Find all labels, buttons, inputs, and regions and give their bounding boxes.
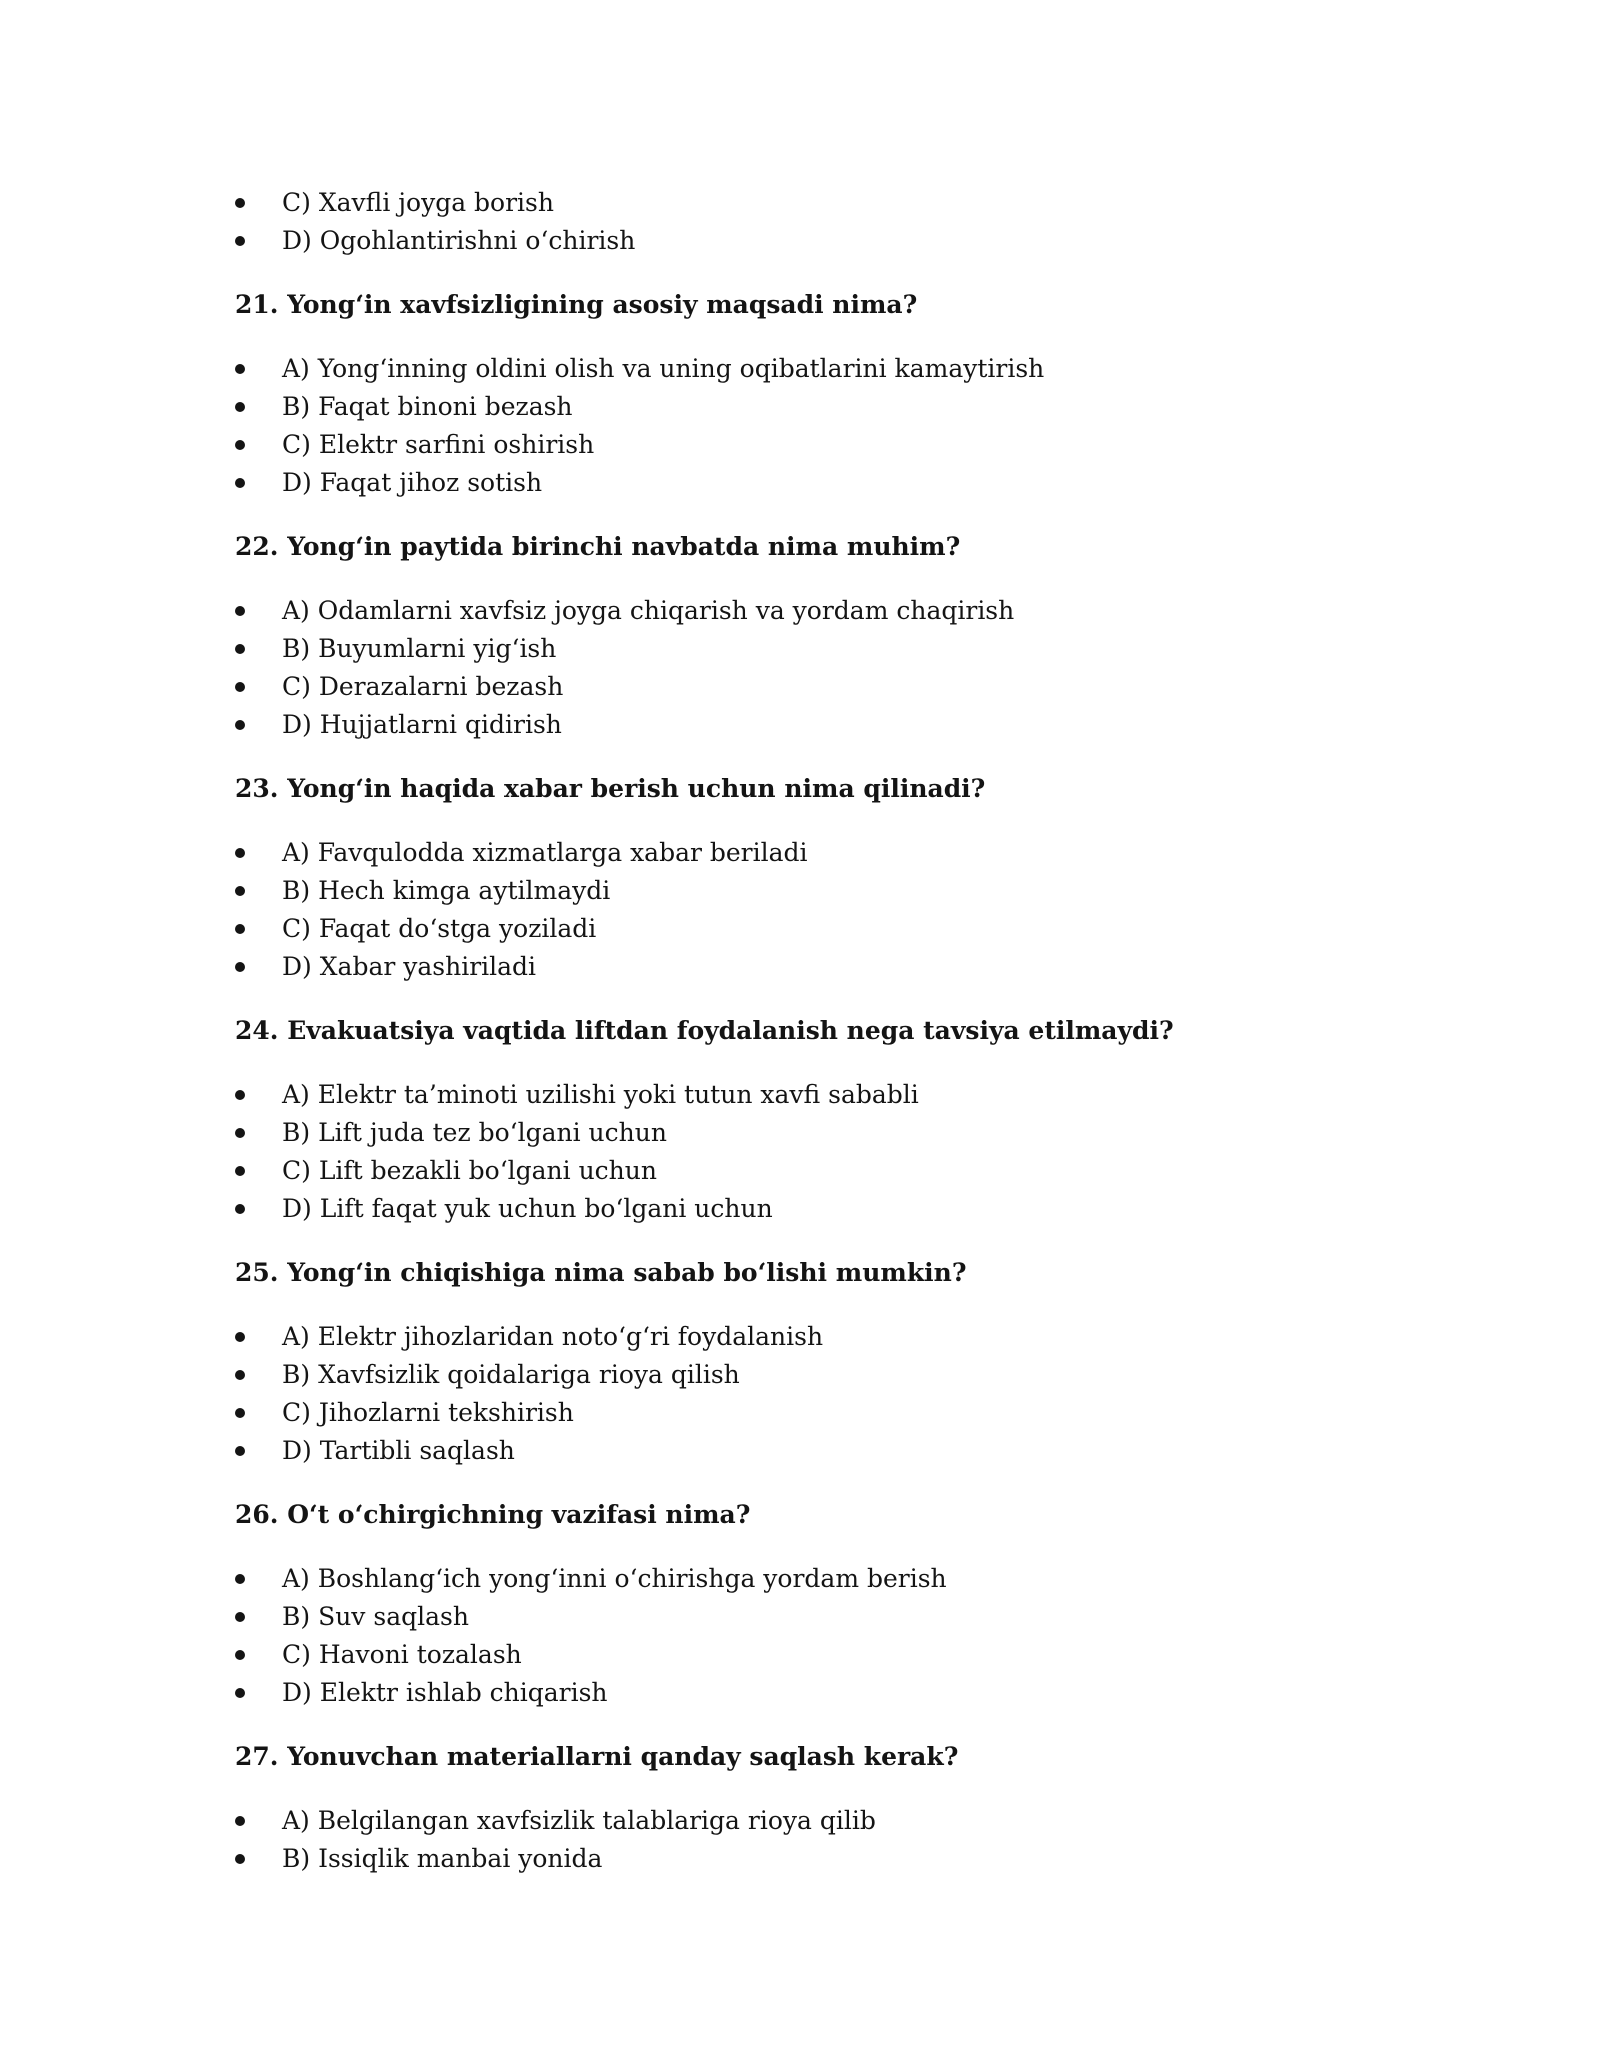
option-item [235,1152,1435,1190]
bullet-icon [235,644,245,654]
option-item [235,1076,1435,1114]
bullet-icon [235,962,245,972]
option-text: A) Belgilangan xavfsizlik talablariga rioya qilib [282,1806,876,1835]
bullet-icon [235,606,245,616]
option-text: A) Odamlarni xavfsiz joyga chiqarish va yordam chaqirish [282,596,1015,625]
option-text: A) Boshlang‘ich yong‘inni o‘chirishga yordam berish [282,1564,947,1593]
bullet-icon [235,1408,245,1418]
option-item [235,834,1435,872]
option-item [235,1802,1435,1840]
option-item [235,1674,1435,1712]
bullet-icon [235,440,245,450]
option-item [235,350,1435,388]
option-text: D) Lift faqat yuk uchun bo‘lgani uchun [282,1194,773,1223]
option-item [235,910,1435,948]
bullet-icon [235,1204,245,1214]
option-text: D) Hujjatlarni qidirish [282,710,562,739]
bullet-icon [235,1816,245,1826]
document-content [235,184,1435,1878]
option-item [235,1356,1435,1394]
question-heading: 24. Evakuatsiya vaqtida liftdan foydalanish nega tavsiya etilmaydi? [235,1016,1174,1045]
continued-options-list [235,184,1435,260]
option-item [235,1636,1435,1674]
option-item [235,948,1435,986]
bullet-icon [235,1090,245,1100]
options-list [235,1318,1435,1470]
option-text: A) Favqulodda xizmatlarga xabar beriladi [282,838,808,867]
bullet-icon [235,1854,245,1864]
bullet-icon [235,720,245,730]
bullet-icon [235,478,245,488]
option-text: B) Faqat binoni bezash [282,392,573,421]
options-list [235,1560,1435,1712]
option-text: C) Derazalarni bezash [282,672,564,701]
option-item [235,872,1435,910]
bullet-icon [235,848,245,858]
option-item [235,1394,1435,1432]
option-item [235,388,1435,426]
option-text: C) Elektr sarfini oshirish [282,430,595,459]
option-text: D) Faqat jihoz sotish [282,468,543,497]
option-item [235,706,1435,744]
option-text: A) Elektr jihozlaridan noto‘g‘ri foydalanish [282,1322,824,1351]
option-text: B) Buyumlarni yig‘ish [282,634,557,663]
option-text: A) Yong‘inning oldini olish va uning oqibatlarini kamaytirish [282,354,1045,383]
option-item [235,222,1435,260]
question-heading: 27. Yonuvchan materiallarni qanday saqlash kerak? [235,1742,959,1771]
question-block-23 [235,770,1435,986]
bullet-icon [235,236,245,246]
bullet-icon [235,1370,245,1380]
option-text: C) Havoni tozalash [282,1640,522,1669]
option-item [235,1598,1435,1636]
options-list [235,350,1435,502]
question-block-25 [235,1254,1435,1470]
bullet-icon [235,1166,245,1176]
bullet-icon [235,402,245,412]
option-text: D) Xabar yashiriladi [282,952,537,981]
bullet-icon [235,1332,245,1342]
question-block-27 [235,1738,1435,1878]
option-item [235,1114,1435,1152]
option-text: B) Suv saqlash [282,1602,469,1631]
option-item [235,1318,1435,1356]
options-list [235,1802,1435,1878]
option-item [235,592,1435,630]
option-item [235,1432,1435,1470]
options-list [235,834,1435,986]
bullet-icon [235,886,245,896]
bullet-icon [235,1612,245,1622]
bullet-icon [235,924,245,934]
question-heading: 21. Yong‘in xavfsizligining asosiy maqsadi nima? [235,290,918,319]
bullet-icon [235,1574,245,1584]
question-block-22 [235,528,1435,744]
option-text: B) Issiqlik manbai yonida [282,1844,603,1873]
option-item [235,1560,1435,1598]
option-item [235,1190,1435,1228]
bullet-icon [235,198,245,208]
option-text: C) Lift bezakli bo‘lgani uchun [282,1156,657,1185]
option-text: C) Xavfli joyga borish [282,188,554,217]
option-item [235,426,1435,464]
bullet-icon [235,1128,245,1138]
option-item [235,1840,1435,1878]
option-text: D) Elektr ishlab chiqarish [282,1678,608,1707]
question-heading: 22. Yong‘in paytida birinchi navbatda nima muhim? [235,532,961,561]
option-text: D) Tartibli saqlash [282,1436,515,1465]
option-item [235,464,1435,502]
option-text: A) Elektr ta’minoti uzilishi yoki tutun xavfi sababli [282,1080,919,1109]
question-heading: 23. Yong‘in haqida xabar berish uchun nima qilinadi? [235,774,986,803]
options-list [235,1076,1435,1228]
bullet-icon [235,1688,245,1698]
question-block-26 [235,1496,1435,1712]
options-list [235,592,1435,744]
bullet-icon [235,364,245,374]
option-item [235,630,1435,668]
question-block-21 [235,286,1435,502]
option-text: D) Ogohlantirishni o‘chirish [282,226,636,255]
bullet-icon [235,1446,245,1456]
option-item [235,668,1435,706]
option-text: B) Hech kimga aytilmaydi [282,876,611,905]
option-item [235,184,1435,222]
option-text: C) Faqat do‘stga yoziladi [282,914,597,943]
option-text: B) Lift juda tez bo‘lgani uchun [282,1118,667,1147]
option-text: C) Jihozlarni tekshirish [282,1398,574,1427]
question-heading: 25. Yong‘in chiqishiga nima sabab bo‘lishi mumkin? [235,1258,967,1287]
question-heading: 26. O‘t o‘chirgichning vazifasi nima? [235,1500,751,1529]
bullet-icon [235,682,245,692]
bullet-icon [235,1650,245,1660]
option-text: B) Xavfsizlik qoidalariga rioya qilish [282,1360,740,1389]
question-block-24 [235,1012,1435,1228]
